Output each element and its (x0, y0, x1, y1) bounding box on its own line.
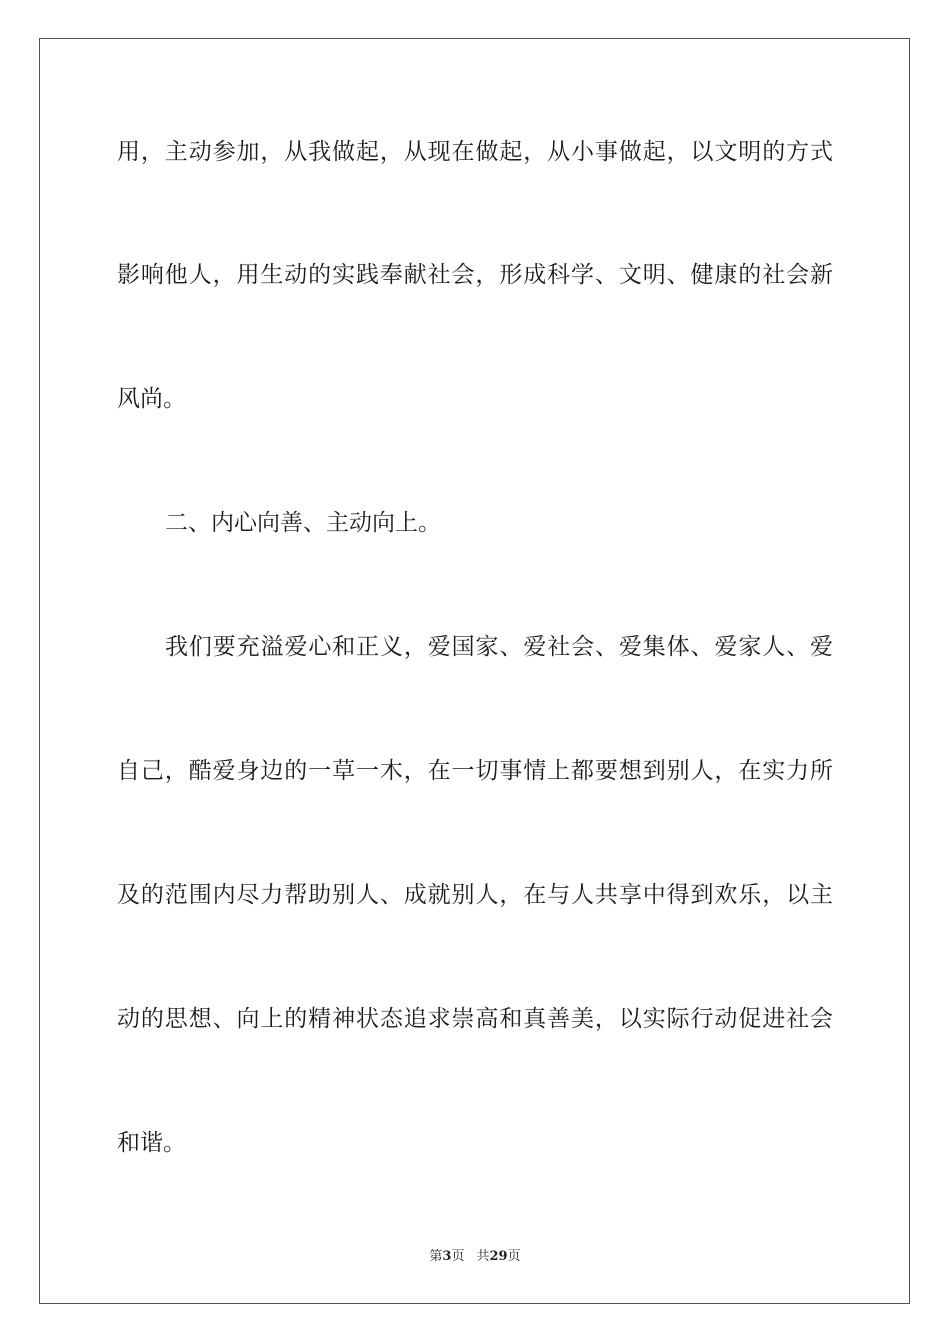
total-prefix: 共 (476, 1249, 490, 1264)
section-heading: 二、内心向善、主动向上。 (165, 510, 441, 536)
paragraph-line: 自己，酷爱身边的一草一木，在一切事情上都要想到别人，在实力所 (117, 758, 833, 784)
page-border (39, 38, 910, 1304)
paragraph-line: 影响他人，用生动的实践奉献社会，形成科学、文明、健康的社会新 (117, 262, 833, 288)
paragraph-line: 用，主动参加，从我做起，从现在做起，从小事做起，以文明的方式 (117, 139, 833, 165)
paragraph-line: 我们要充溢爱心和正义，爱国家、爱社会、爱集体、爱家人、爱 (165, 634, 833, 660)
page-suffix: 页 (451, 1249, 465, 1264)
page-number: 3 (442, 1249, 452, 1264)
total-suffix: 页 (507, 1249, 521, 1264)
page-prefix: 第 (429, 1249, 443, 1264)
paragraph-line: 及的范围内尽力帮助别人、成就别人，在与人共享中得到欢乐，以主 (117, 882, 833, 908)
paragraph-line: 和谐。 (117, 1130, 186, 1156)
page-footer (0, 1248, 950, 1266)
paragraph-line: 风尚。 (117, 386, 186, 412)
paragraph-line: 动的思想、向上的精神状态追求崇高和真善美，以实际行动促进社会 (117, 1006, 833, 1032)
total-pages: 29 (489, 1249, 508, 1264)
